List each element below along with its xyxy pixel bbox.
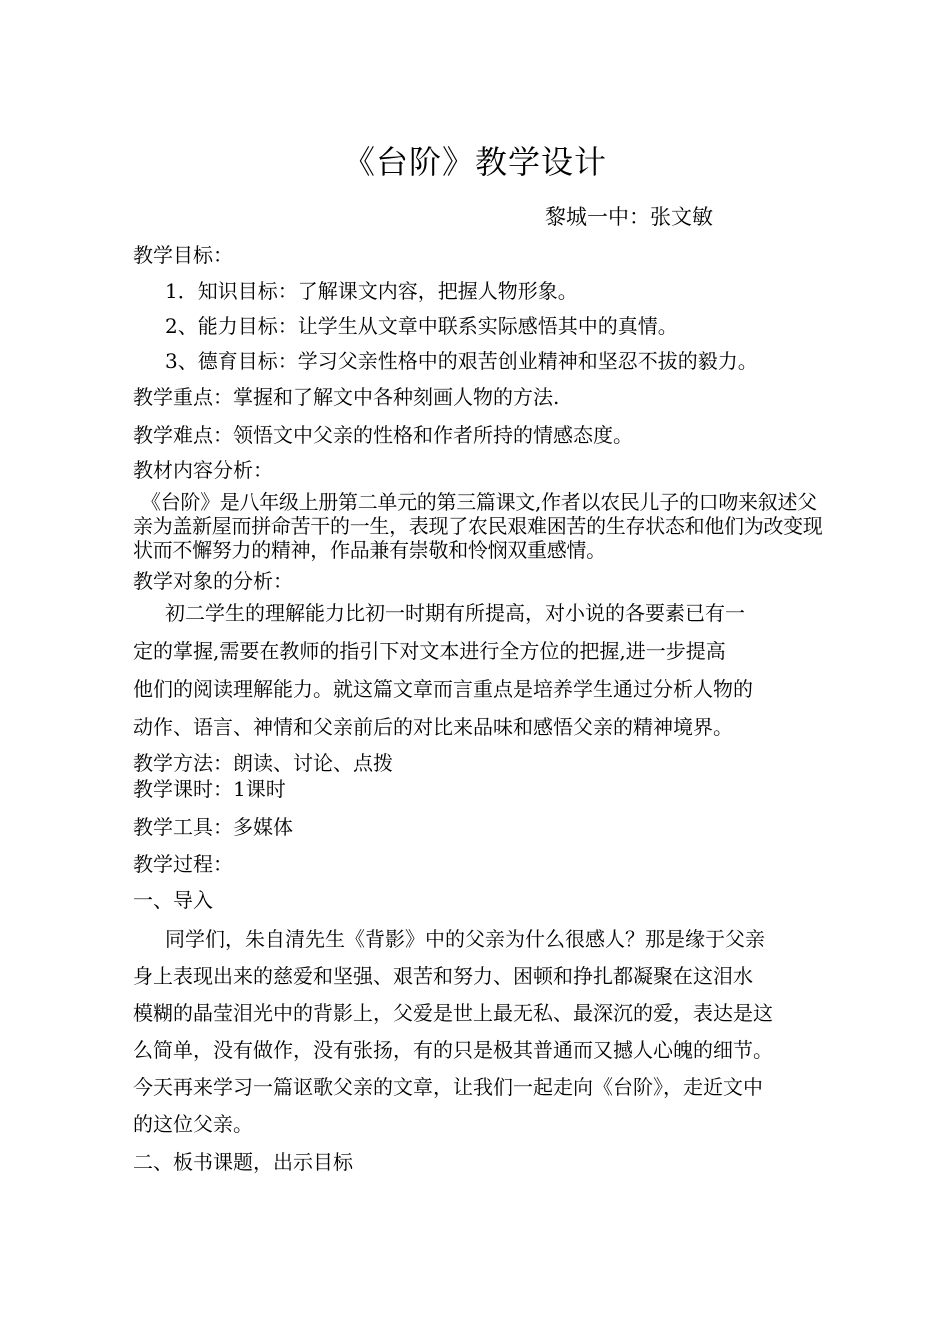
key-point: 教学重点：掌握和了解文中各种刻画人物的方法.	[133, 385, 560, 409]
intro-paragraph-line: 的这位父亲。	[133, 1112, 253, 1136]
process-heading: 教学过程：	[133, 852, 233, 876]
teaching-method: 教学方法：朗读、讨论、点拨	[133, 751, 393, 775]
difficulty-point: 教学难点：领悟文中父亲的性格和作者所持的情感态度。	[133, 423, 633, 447]
intro-paragraph-line: 模糊的晶莹泪光中的背影上，父爱是世上最无私、最深沉的爱，表达是这	[133, 1001, 773, 1025]
intro-paragraph-line: 么简单，没有做作，没有张扬，有的只是极其普通而又撼人心魄的细节。	[133, 1038, 773, 1062]
intro-paragraph-line: 身上表现出来的慈爱和坚强、艰苦和努力、困顿和挣扎都凝聚在这泪水	[133, 964, 753, 988]
section-intro-heading: 一、导入	[133, 888, 213, 912]
objective-item: 3、德育目标：学习父亲性格中的艰苦创业精神和坚忍不拔的毅力。	[165, 349, 758, 373]
objective-item: 2、能力目标：让学生从文章中联系实际感悟其中的真情。	[165, 314, 678, 338]
student-heading: 教学对象的分析：	[133, 569, 293, 593]
section-board-heading: 二、板书课题，出示目标	[133, 1150, 353, 1174]
teaching-tools: 教学工具：多媒体	[133, 815, 293, 839]
author-line: 黎城一中：张文敏	[545, 205, 713, 229]
intro-paragraph-line: 今天再来学习一篇讴歌父亲的文章，让我们一起走向《台阶》，走近文中	[133, 1075, 763, 1099]
document-title: 《台阶》教学设计	[342, 143, 607, 181]
material-paragraph: 《台阶》是八年级上册第二单元的第三篇课文,作者以农民儿子的口吻来叙述父亲为盖新屋而拼命苦干的一生，表现了农民艰难困苦的生存状态和他们为改变现状而不懈努力的精神，作品兼有崇敬和怜悯双重感情。	[133, 490, 823, 562]
teaching-hours: 教学课时：1课时	[133, 777, 286, 801]
material-heading: 教材内容分析：	[133, 458, 273, 482]
student-paragraph-line: 动作、语言、神情和父亲前后的对比来品味和感悟父亲的精神境界。	[133, 715, 733, 739]
objectives-heading: 教学目标：	[133, 243, 233, 267]
intro-paragraph-line: 同学们，朱自清先生《背影》中的父亲为什么很感人？那是缘于父亲	[165, 927, 765, 951]
student-paragraph-line: 初二学生的理解能力比初一时期有所提高，对小说的各要素已有一	[165, 601, 745, 625]
objective-item: 1．知识目标：了解课文内容，把握人物形象。	[165, 279, 578, 303]
student-paragraph-line: 定的掌握,需要在教师的指引下对文本进行全方位的把握,进一步提高	[133, 639, 726, 663]
student-paragraph-line: 他们的阅读理解能力。就这篇文章而言重点是培养学生通过分析人物的	[133, 677, 753, 701]
